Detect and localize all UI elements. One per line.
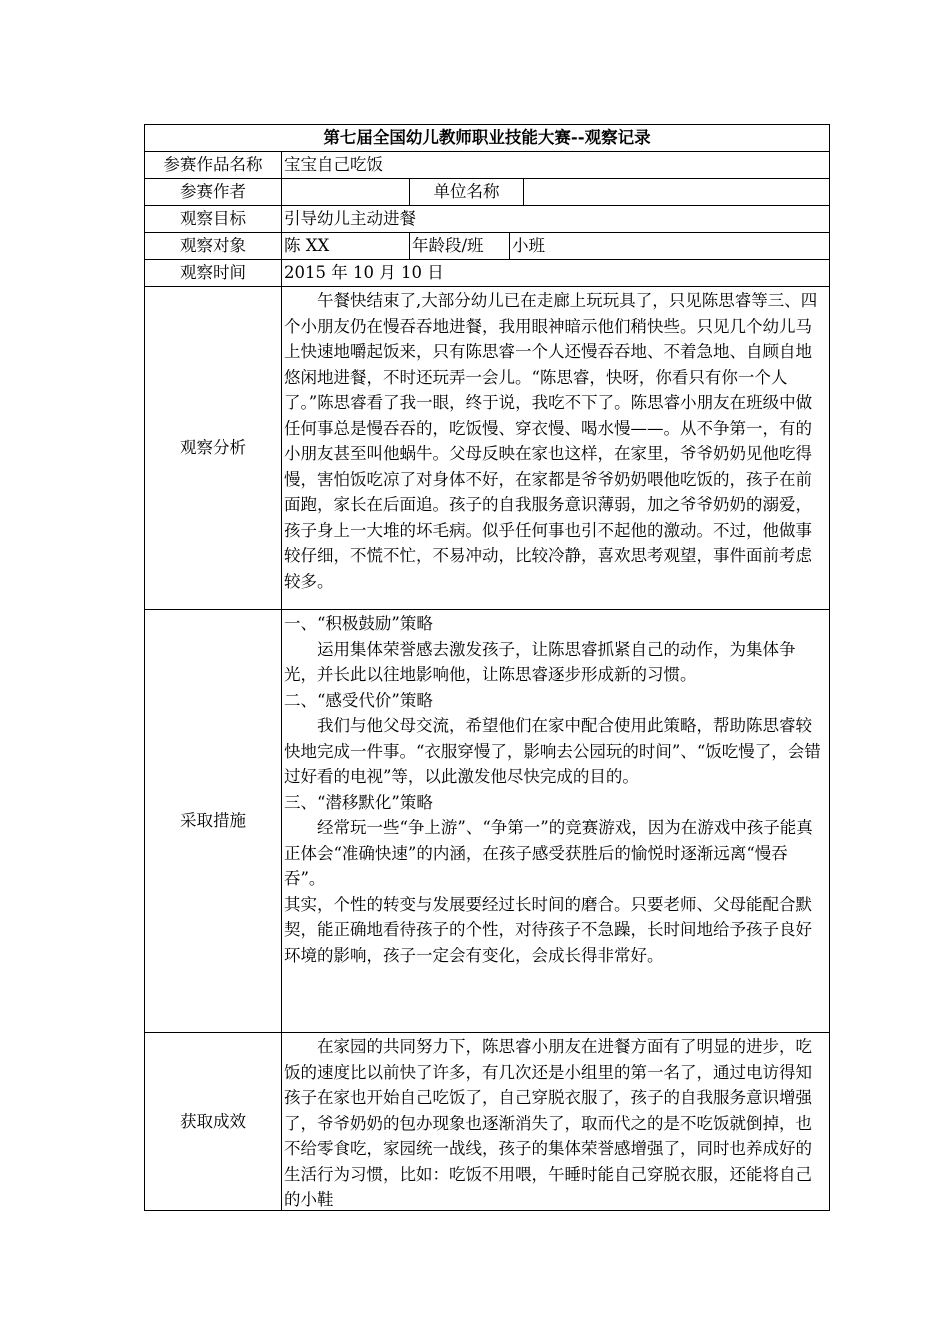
work-name-value: 宝宝自己吃饭 [282, 152, 830, 179]
time-value: 2015 年 10 月 10 日 [282, 260, 830, 287]
analysis-text: 午餐快结束了,大部分幼儿已在走廊上玩玩具了，只见陈思睿等三、四个小朋友仍在慢吞吞地进餐，我用眼神暗示他们稍快些。只见几个幼儿马上快速地嚼起饭来，只有陈思睿一个人还慢吞吞地、不着急地、自顾自地悠闲地进餐，不时还玩弄一会儿。“陈思睿，快呀，你看只有你一个人了。”陈思睿看了我一眼，终于说，我吃不下了。陈思睿小朋友在班级中做任何事总是慢吞吞的，吃饭慢、穿衣慢、喝水慢——。从不争第一，有的小朋友甚至叫他蜗牛。父母反映在家也这样，在家里，爷爷奶奶见他吃得慢，害怕饭吃凉了对身体不好，在家都是爷爷奶奶喂他吃饭的，孩子在前面跑，家长在后面追。孩子的自我服务意识薄弱，加之爷爷奶奶的溺爱，孩子身上一大堆的坏毛病。似乎任何事也引不起他的激动。不过，他做事较仔细，不慌不忙，不易冲动，比较冷静，喜欢思考观望，事件面前考虑较多。 [284, 291, 818, 591]
measure-heading-3: 三、“潜移默化”策略 [284, 792, 433, 812]
measures-cell [282, 610, 830, 1033]
analysis-label: 观察分析 [145, 287, 282, 610]
record-title: 第七届全国幼儿教师职业技能大赛--观察记录 [145, 125, 830, 152]
measure-text-1: 运用集体荣誉感去激发孩子，让陈思睿抓紧自己的动作，为集体争光，并长此以往地影响他，让陈思睿逐步形成新的习惯。 [284, 639, 796, 684]
unit-name-label: 单位名称 [410, 179, 524, 206]
goal-label: 观察目标 [145, 206, 282, 233]
results-cell [282, 1033, 830, 1211]
age-class-label: 年龄段/班 [410, 233, 510, 260]
subject-value: 陈 XX [282, 233, 410, 260]
author-label: 参赛作者 [145, 179, 282, 206]
observation-record-table [144, 124, 830, 1211]
unit-name-value [524, 179, 830, 206]
age-class-value: 小班 [510, 233, 830, 260]
analysis-cell [282, 287, 830, 610]
author-value [282, 179, 410, 206]
measure-text-3: 经常玩一些“争上游”、“争第一”的竞赛游戏，因为在游戏中孩子能真正体会“准确快速”的内涵，在孩子感受获胜后的愉悦时逐渐远离“慢吞吞”。 [284, 818, 813, 888]
measure-text-2: 我们与他父母交流，希望他们在家中配合使用此策略，帮助陈思睿较快地完成一件事。“衣服穿慢了，影响去公园玩的时间”、“饭吃慢了，会错过好看的电视”等，以此激发他尽快完成的目的。 [284, 716, 821, 786]
results-text: 在家园的共同努力下，陈思睿小朋友在进餐方面有了明显的进步，吃饭的速度比以前快了许多，有几次还是小组里的第一名了，通过电访得知孩子在家也开始自己吃饭了，自己穿脱衣服了，孩子的自我服务意识增强了，爷爷奶奶的包办现象也逐渐消失了，取而代之的是不吃饭就倒掉，也不给零食吃，家园统一战线，孩子的集体荣誉感增强了，同时也养成好的生活行为习惯，比如：吃饭不用喂，午睡时能自己穿脱衣服，还能将自己的小鞋 [284, 1037, 812, 1209]
measures-label: 采取措施 [145, 610, 282, 1033]
work-name-label: 参赛作品名称 [145, 152, 282, 179]
measure-heading-2: 二、“感受代价”策略 [284, 690, 433, 710]
goal-value: 引导幼儿主动进餐 [282, 206, 830, 233]
time-label: 观察时间 [145, 260, 282, 287]
measure-heading-1: 一、“积极鼓励”策略 [284, 614, 433, 633]
measure-summary: 其实，个性的转变与发展要经过长时间的磨合。只要老师、父母能配合默契，能正确地看待孩子的个性，对待孩子不急躁，长时间地给予孩子良好环境的影响，孩子一定会有变化，会成长得非常好。 [284, 894, 812, 965]
subject-label: 观察对象 [145, 233, 282, 260]
results-label: 获取成效 [145, 1033, 282, 1211]
